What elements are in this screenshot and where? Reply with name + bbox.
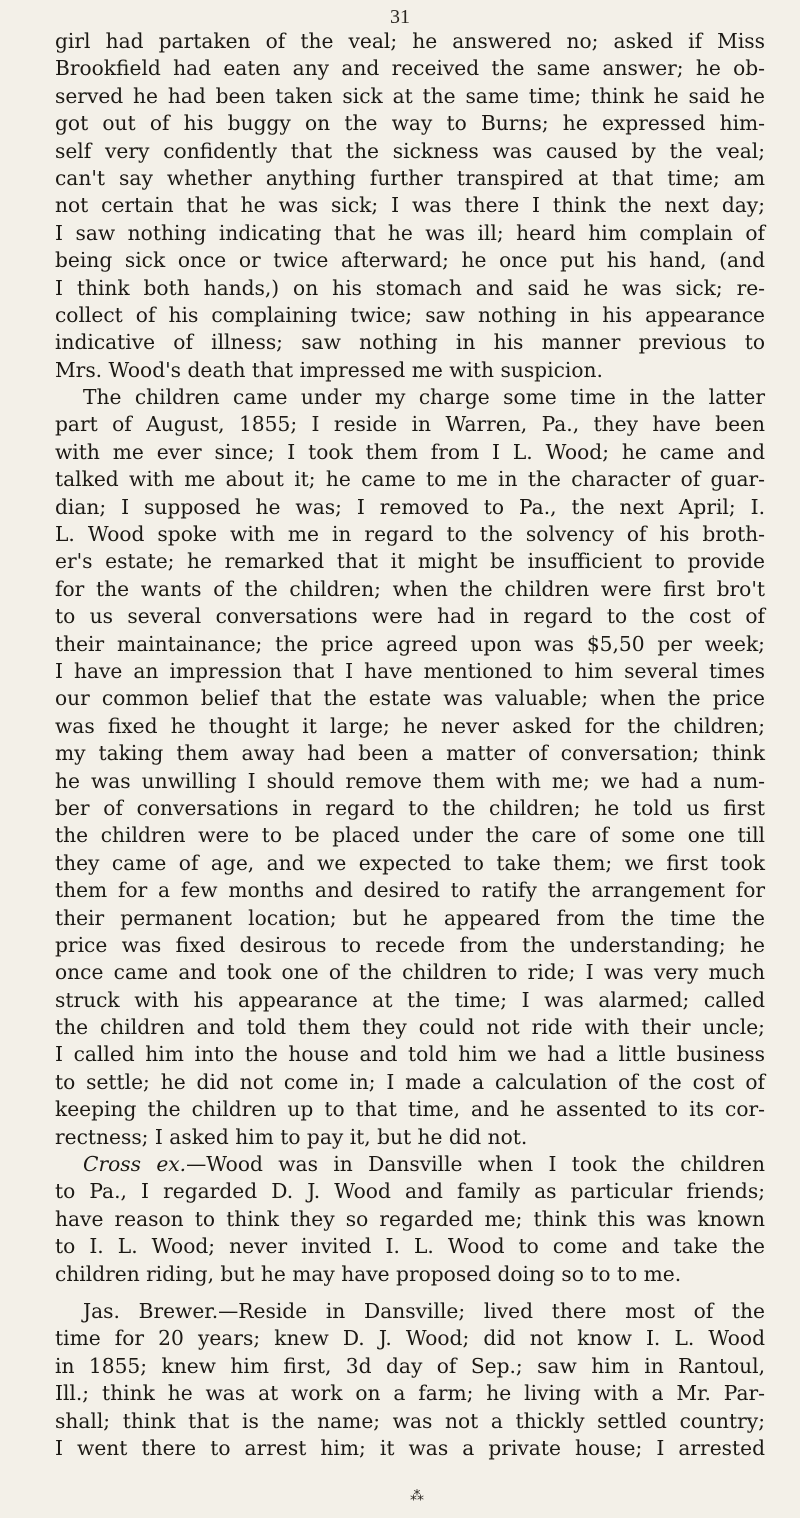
text-line: price was fixed desirous to recede from the understanding; he	[55, 932, 765, 957]
text-line: children riding, but he may have proposed doing so to to me.	[55, 1261, 682, 1286]
text-line: he was unwilling I should remove them with me; we had a num-	[55, 768, 765, 793]
text-line: er's estate; he remarked that it might be insufficient to provide	[55, 549, 765, 574]
body-text	[55, 28, 765, 1462]
text-line: to us several conversations were had in regard to the cost of	[55, 604, 765, 629]
text-line: The children came under my charge some time in the latter	[83, 385, 765, 410]
text-line: Jas. Brewer.—Reside in Dansville; lived there most of the	[83, 1298, 765, 1323]
text-line: I went there to arrest him; it was a private house; I arrested	[55, 1435, 765, 1460]
text-line: I have an impression that I have mentioned to him several times	[55, 658, 765, 683]
text-line: I saw nothing indicating that he was ill; heard him complain of	[55, 220, 765, 245]
text-line: shall; think that is the name; was not a thickly settled country;	[55, 1408, 765, 1433]
text-line: being sick once or twice afterward; he once put his hand, (and	[55, 248, 765, 273]
text-line: them for a few months and desired to ratify the arrangement for	[55, 878, 765, 903]
text-line: once came and took one of the children to ride; I was very much	[55, 960, 765, 985]
text-line: I think both hands,) on his stomach and said he was sick; re-	[55, 275, 765, 300]
text-line: to I. L. Wood; never invited I. L. Wood to come and take the	[55, 1234, 765, 1259]
text-line: Mrs. Wood's death that impressed me with suspicion.	[55, 357, 603, 382]
text-line: keeping the children up to that time, and he assented to its cor-	[55, 1097, 765, 1122]
text-line: have reason to think they so regarded me; think this was known	[55, 1206, 765, 1231]
text-line: collect of his complaining twice; saw nothing in his appearance	[55, 302, 765, 327]
text-line: self very confidently that the sickness was caused by the veal;	[55, 138, 765, 163]
text-line: for the wants of the children; when the children were first bro't	[55, 576, 765, 601]
text-line: ber of conversations in regard to the children; he told us first	[55, 795, 765, 820]
text-line: their permanent location; but he appeared from the time the	[55, 905, 765, 930]
text-line: the children were to be placed under the care of some one till	[55, 823, 765, 848]
text-line: can't say whether anything further transpired at that time; am	[55, 165, 765, 190]
text-line: Cross ex.—Wood was in Dansville when I took the children	[83, 1152, 766, 1177]
text-line: dian; I supposed he was; I removed to Pa., the next April; I.	[55, 494, 765, 519]
text-line: to Pa., I regarded D. J. Wood and family as particular friends;	[55, 1179, 765, 1204]
text-line: talked with me about it; he came to me in the character of guar-	[55, 467, 765, 492]
text-line: Ill.; think he was at work on a farm; he living with a Mr. Par-	[55, 1381, 765, 1406]
text-line: our common belief that the estate was valuable; when the price	[55, 686, 765, 711]
paragraph-gap	[55, 1288, 765, 1298]
text-line: my taking them away had been a matter of conversation; think	[55, 741, 765, 766]
text-line: served he had been taken sick at the same time; think he said he	[55, 83, 765, 108]
text-line: girl had partaken of the veal; he answered no; asked if Miss	[55, 29, 765, 53]
text-line: not certain that he was sick; I was there I think the next day;	[55, 193, 765, 218]
text-line: with me ever since; I took them from I L. Wood; he came and	[55, 439, 765, 464]
text-line: I called him into the house and told him we had a little business	[55, 1042, 765, 1067]
text-line: got out of his buggy on the way to Burns; he expressed him-	[55, 111, 765, 136]
italic-label: Cross ex.	[83, 1152, 187, 1177]
text-line: was fixed he thought it large; he never asked for the children;	[55, 713, 765, 738]
text-line: part of August, 1855; I reside in Warren, Pa., they have been	[55, 412, 765, 437]
text-line: indicative of illness; saw nothing in his manner previous to	[55, 330, 765, 355]
text-line: Brookfield had eaten any and received the same answer; he ob-	[55, 56, 765, 81]
text-line: time for 20 years; knew D. J. Wood; did not know I. L. Wood	[55, 1326, 765, 1351]
text-line: in 1855; knew him first, 3d day of Sep.; saw him in Rantoul,	[55, 1353, 765, 1378]
page-number: 31	[390, 6, 410, 28]
text-line: L. Wood spoke with me in regard to the solvency of his broth-	[55, 522, 765, 547]
text-line: struck with his appearance at the time; I was alarmed; called	[55, 987, 765, 1012]
text-line: to settle; he did not come in; I made a calculation of the cost of	[55, 1069, 765, 1094]
text-line: they came of age, and we expected to take them; we first took	[55, 850, 765, 875]
footer-mark: ⁂	[410, 1489, 424, 1504]
text-line: their maintainance; the price agreed upon was $5,50 per week;	[55, 631, 765, 656]
text-line: the children and told them they could not ride with their uncle;	[55, 1015, 765, 1040]
text-line: rectness; I asked him to pay it, but he did not.	[55, 1124, 528, 1149]
